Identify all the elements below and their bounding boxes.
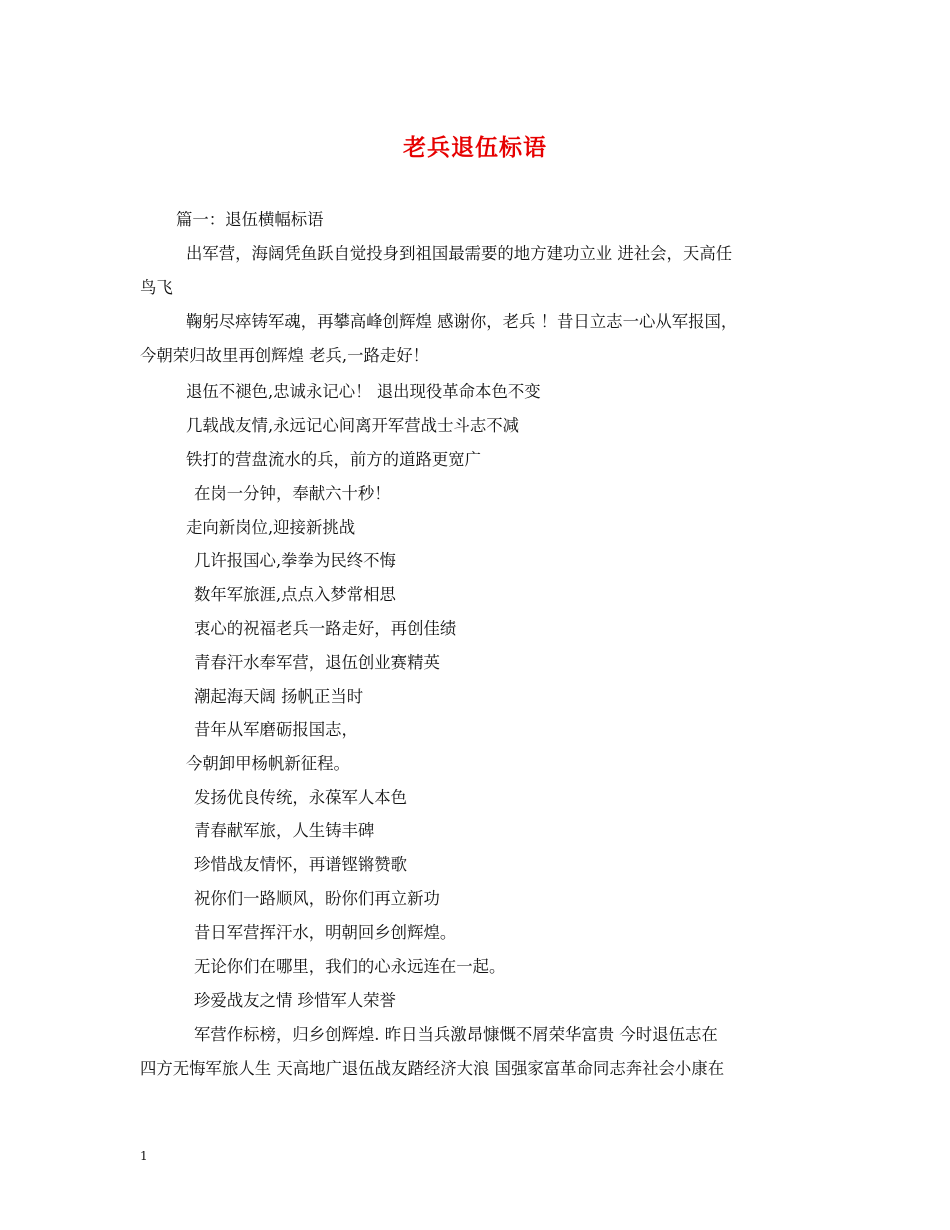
text-line: 今朝卸甲杨帆新征程。: [186, 754, 350, 773]
page-number: 1: [140, 1149, 148, 1163]
text-line: 四方无悔军旅人生 天高地广退伍战友踏经济大浪 国强家富革命同志奔社会小康在: [140, 1059, 725, 1078]
text-line: 昔日军营挥汗水，明朝回乡创辉煌。: [194, 923, 457, 942]
text-line: 青春献军旅，人生铸丰碑: [194, 821, 375, 840]
text-line: 在岗一分钟，奉献六十秒！: [194, 484, 391, 503]
text-line: 退伍不褪色,忠诚永记心！ 退出现役革命本色不变: [186, 382, 541, 401]
text-line: 发扬优良传统，永葆军人本色: [194, 788, 408, 807]
text-line: 铁打的营盘流水的兵，前方的道路更宽广: [186, 450, 482, 469]
text-line: 军营作标榜，归乡创辉煌. 昨日当兵激昂慷慨不屑荣华富贵 今时退伍志在: [194, 1025, 718, 1044]
text-line: 珍惜战友情怀，再谱铿锵赞歌: [194, 855, 408, 874]
text-line: 祝你们一路顺风，盼你们再立新功: [194, 889, 440, 908]
text-line: 衷心的祝福老兵一路走好，再创佳绩: [194, 619, 457, 638]
document-title: 老兵退伍标语: [403, 134, 547, 161]
text-line: 出军营，海阔凭鱼跃自觉投身到祖国最需要的地方建功立业 进社会，天高任: [186, 244, 733, 263]
text-line: 潮起海天阔 扬帆正当时: [194, 687, 364, 706]
text-line: 几载战友情,永远记心间离开军营战士斗志不减: [186, 416, 520, 435]
text-line: 青春汗水奉军营，退伍创业赛精英: [194, 653, 440, 672]
section-heading: 篇一：退伍横幅标语: [176, 210, 324, 229]
text-line: 鸟飞: [140, 278, 173, 297]
text-line: 数年军旅涯,点点入梦常相思: [194, 585, 396, 604]
text-line: 鞠躬尽瘁铸军魂，再攀高峰创辉煌 感谢你，老兵 ！昔日立志一心从军报国，: [186, 312, 738, 331]
text-line: 几许报国心,拳拳为民终不悔: [194, 551, 396, 570]
text-line: 今朝荣归故里再创辉煌 老兵,一路走好！: [140, 346, 430, 365]
text-line: 走向新岗位,迎接新挑战: [186, 518, 356, 537]
text-line: 昔年从军磨砺报国志，: [194, 720, 358, 739]
text-line: 珍爱战友之情 珍惜军人荣誉: [194, 991, 396, 1010]
text-line: 无论你们在哪里，我们的心永远连在一起。: [194, 957, 506, 976]
